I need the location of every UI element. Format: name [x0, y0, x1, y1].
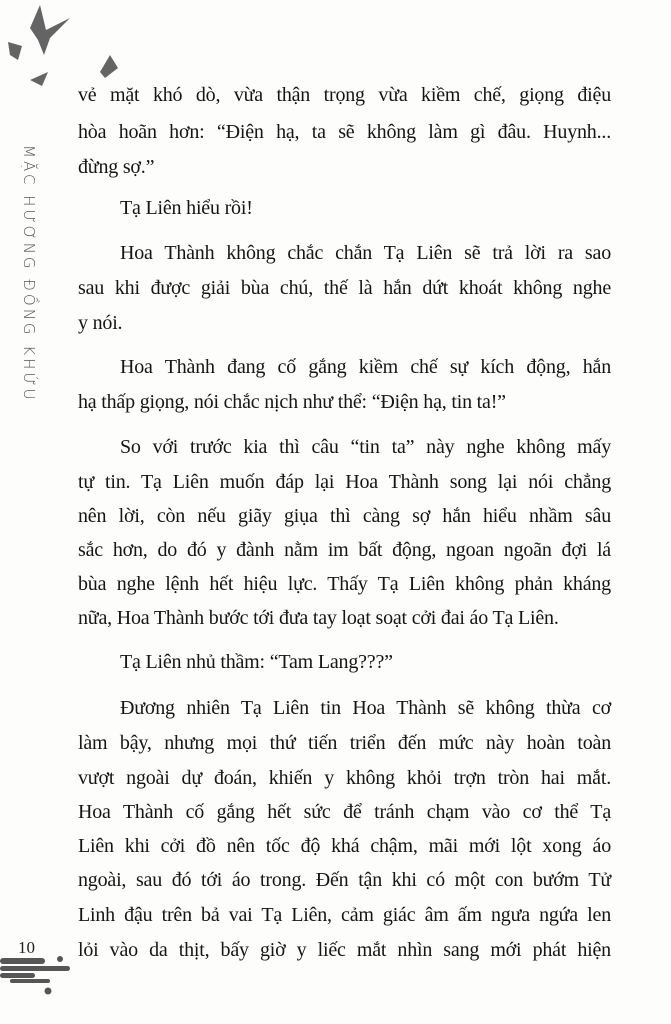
text-line: tự tin. Tạ Liên muốn đáp lại Hoa Thành song lại nói chẳng	[78, 471, 611, 493]
text-line: nữa, Hoa Thành bước tới đưa tay loạt soạt cởi đai áo Tạ Liên.	[78, 607, 559, 629]
text-line: hòa hoãn hơn: “Điện hạ, ta sẽ không làm gì đâu. Huynh...	[78, 121, 611, 143]
text-line: vẻ mặt khó dò, vừa thận trọng vừa kiềm chế, giọng điệu	[78, 84, 611, 106]
text-line: Hoa Thành đang cố gắng kiềm chế sự kích động, hắn	[120, 356, 611, 378]
text-line: So với trước kia thì câu “tin ta” này nghe không mấy	[120, 436, 611, 458]
butterflies-decoration-icon	[0, 0, 130, 95]
text-line: vượt ngoài dự đoán, khiến y không khỏi trợn tròn hai mắt.	[78, 767, 611, 789]
text-line: hạ thấp giọng, nói chắc nịch như thể: “Điện hạ, tin ta!”	[78, 391, 506, 413]
text-line: nên lời, còn nếu giãy giụa thì càng sợ hắn hiểu nhầm sâu	[78, 505, 611, 527]
brush-stroke-decoration-icon	[0, 955, 75, 1015]
text-line: Tạ Liên nhủ thầm: “Tam Lang???”	[120, 651, 393, 673]
text-line: sắc hơn, do đó y đành nằm im bất động, ngoan ngoãn đợi lá	[78, 539, 611, 561]
text-line: Linh đậu trên bả vai Tạ Liên, cảm giác âm ấm ngưa ngứa len	[78, 904, 611, 926]
text-line: đừng sợ.”	[78, 156, 155, 178]
text-line: sau khi được giải bùa chú, thế là hắn dứt khoát không nghe	[78, 277, 611, 299]
text-line: bùa nghe lệnh hết hiệu lực. Thấy Tạ Liên không phản kháng	[78, 573, 611, 595]
text-line: Đương nhiên Tạ Liên tin Hoa Thành sẽ không thừa cơ	[120, 697, 611, 719]
page-number: 10	[18, 938, 35, 957]
running-head: MẶC HƯƠNG ĐỒNG KHỨU	[20, 145, 38, 403]
text-line: ngoài, sau đó tới áo trong. Đến tận khi có một con bướm Tử	[78, 869, 611, 891]
text-line: Liên khi cởi đồ nên tốc độ khá chậm, mãi mới lột xong áo	[78, 835, 611, 857]
text-line: Hoa Thành không chắc chắn Tạ Liên sẽ trả lời ra sao	[120, 242, 611, 264]
text-line: Tạ Liên hiểu rồi!	[120, 197, 253, 219]
text-line: Hoa Thành cố gắng hết sức để tránh chạm vào cơ thể Tạ	[78, 801, 611, 823]
text-line: y nói.	[78, 312, 123, 334]
text-line: lỏi vào da thịt, bấy giờ y liếc mắt nhìn sang mới phát hiện	[78, 939, 611, 961]
text-line: làm bậy, nhưng mọi thứ tiến triển đến mức này hoàn toàn	[78, 732, 611, 754]
